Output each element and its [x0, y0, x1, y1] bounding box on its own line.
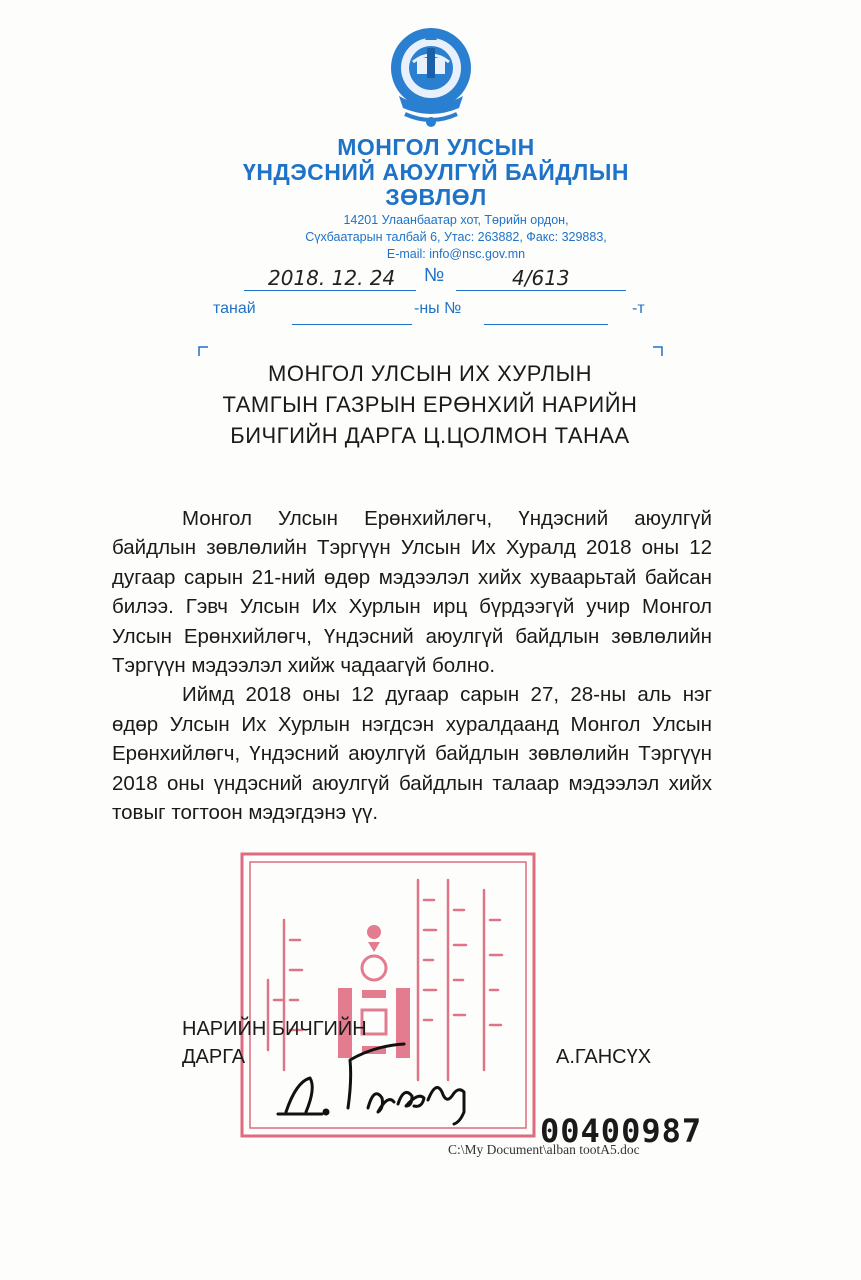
email-line: E-mail: info@nsc.gov.mn [386, 247, 526, 261]
address-corner-left [198, 346, 208, 356]
body-paragraph-1: Монгол Улсын Ерөнхийлөгч, Үндэсний аюулгүй байдлын зөвлөлийн Тэргүүн Улсын Их Хуралд 2018 оны 12 дугаар сарын 21-ний өдөр мэдээлэл хийх хуваарьтай байсан билээ. Гэвч Улсын Их Хурлын ирц бүрдээгүй учир Монгол Улсын Ерөнхийлөгч, Үндэсний аюулгүй байдлын зөвлөлийн Тэргүүн мэдээлэл хийж чадаагүй болно. [112, 507, 712, 678]
yours-suffix: -т [632, 300, 645, 317]
address-line-2: Сүхбаатарын талбай 6, Утас: 263882, Факс: 329883, [305, 230, 607, 244]
body-paragraph-2: Иймд 2018 оны 12 дугаар сарын 27, 28-ны аль нэг өдөр Улсын Их Хурлын нэгдсэн хуралдаанд Монгол Улсын Ерөнхийлөгч, Үндэсний аюулгүй байдлын зөвлөлийн Тэргүүн 2018 оны үндэсний аюулгүй байдлын талаар мэдээлэл хийх товыг тогтоон мэдэгдэнэ үү. [112, 683, 712, 825]
letter-number: 4/613 [512, 266, 570, 290]
org-name-line-2: ҮНДЭСНИЙ АЮУЛГҮЙ БАЙДЛЫН [243, 159, 629, 185]
yours-number-label: -ны № [414, 300, 462, 317]
org-name-line-1: МОНГОЛ УЛСЫН [337, 134, 535, 160]
number-underline [456, 290, 626, 291]
yours-label: танай [213, 300, 256, 317]
address-corner-right [653, 346, 663, 356]
yours-date-underline [292, 324, 412, 325]
handwritten-signature [268, 1036, 488, 1126]
number-sign: № [424, 265, 445, 286]
yours-number-underline [484, 324, 608, 325]
signer-title-line-2: ДАРГА [182, 1046, 246, 1068]
address-line-1: 14201 Улаанбаатар хот, Төрийн ордон, [343, 213, 569, 227]
signer-name: А.ГАНСҮХ [556, 1046, 652, 1068]
addressee-line-2: ТАМГЫН ГАЗРЫН ЕРӨНХИЙ НАРИЙН [222, 392, 638, 417]
letter-date: 2018. 12. 24 [268, 266, 396, 290]
letter-body [112, 504, 712, 827]
addressee-line-1: МОНГОЛ УЛСЫН ИХ ХУРЛЫН [268, 361, 592, 386]
signer-title-line-1: НАРИЙН БИЧГИЙН [182, 1018, 367, 1040]
state-emblem-icon [383, 18, 479, 130]
registration-number: 00400987 [540, 1112, 703, 1150]
addressee-line-3: БИЧГИЙН ДАРГА Ц.ЦОЛМОН ТАНАА [230, 423, 630, 448]
org-name-line-3: ЗӨВЛӨЛ [385, 184, 487, 210]
date-underline [244, 290, 416, 291]
file-path-note: C:\My Document\alban tootA5.doc [448, 1142, 640, 1157]
